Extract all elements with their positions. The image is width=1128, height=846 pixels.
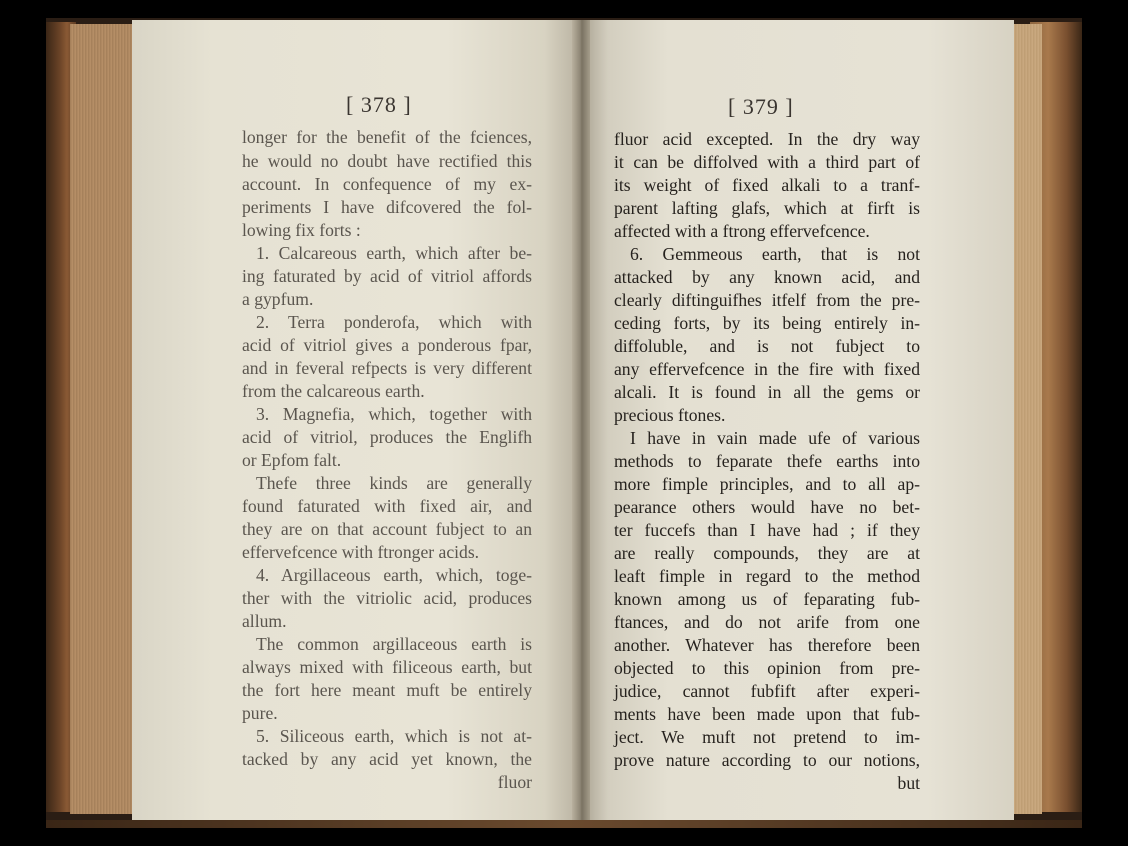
text-line: another. Whatever has therefore been <box>614 635 920 655</box>
text-line: 6. Gemmeous earth, that is not <box>630 244 920 264</box>
page-number-left: [ 378 ] <box>346 92 412 117</box>
text-line: longer for the benefit of the fciences, <box>242 127 532 147</box>
text-line: 4. Argillaceous earth, which, toge- <box>256 565 532 585</box>
text-line: fluor acid excepted. In the dry way <box>614 129 920 149</box>
text-line: ter fuccefs than I have had ; if they <box>614 520 920 540</box>
text-line: ftances, and do not arife from one <box>614 612 920 632</box>
text-line: always mixed with filiceous earth, but <box>242 657 532 677</box>
page-number-right: [ 379 ] <box>728 94 794 119</box>
left-page-block-edge <box>70 24 136 814</box>
text-line: ments have been made upon that fub- <box>614 704 920 724</box>
text-line: the fort here meant muft be entirely <box>242 680 532 700</box>
text-line: attacked by any known acid, and <box>614 267 920 287</box>
text-line: 1. Calcareous earth, which after be- <box>256 243 532 263</box>
text-line: clearly diftinguifhes itfelf from the pre- <box>614 290 920 310</box>
text-line: pearance others would have no bet- <box>614 497 920 517</box>
text-line: or Epfom falt. <box>242 450 342 470</box>
text-line: its weight of fixed alkali to a tranf- <box>614 175 920 195</box>
text-line: leaft fimple in regard to the method <box>614 566 920 586</box>
catchword-left: fluor <box>497 772 532 792</box>
text-line: 5. Siliceous earth, which is not at- <box>256 726 532 746</box>
text-line: tacked by any acid yet known, the <box>242 749 532 769</box>
text-line: The common argillaceous earth is <box>256 634 532 654</box>
text-line: diffoluble, and is not fubject to <box>614 336 920 356</box>
text-line: and in feveral refpects is very different <box>242 358 532 378</box>
text-line: lowing fix forts : <box>242 220 361 240</box>
text-line: account. In confequence of my ex- <box>242 174 532 194</box>
text-line: objected to this opinion from pre- <box>614 658 920 678</box>
text-line: parent lafting glafs, which at firft is <box>614 198 920 218</box>
text-line: it can be diffolved with a third part of <box>614 152 920 172</box>
text-line: a gypfum. <box>242 289 314 309</box>
text-line: periments I have difcovered the fol- <box>242 197 532 217</box>
text-line: 3. Magnefia, which, together with <box>256 404 532 424</box>
text-line: judice, cannot fubfift after experi- <box>614 681 920 701</box>
text-line: I have in vain made ufe of various <box>630 428 920 448</box>
text-line: affected with a ftrong effervefcence. <box>614 221 870 241</box>
right-page-block-edge <box>1012 24 1042 814</box>
text-line: Thefe three kinds are generally <box>256 473 532 493</box>
text-line: alcali. It is found in all the gems or <box>614 382 920 402</box>
bottom-cover-edge <box>46 820 1082 828</box>
text-line: methods to feparate thefe earths into <box>614 451 920 471</box>
text-line: found faturated with fixed air, and <box>242 496 532 516</box>
text-line: known among us of feparating fub- <box>614 589 920 609</box>
text-line: they are on that account fubject to an <box>242 519 532 539</box>
text-line: ther with the vitriolic acid, produces <box>242 588 532 608</box>
text-line: allum. <box>242 611 287 631</box>
right-page <box>582 20 1014 820</box>
text-line: prove nature according to our notions, <box>614 750 920 770</box>
text-line: any effervefcence in the fire with fixed <box>614 359 920 379</box>
text-line: ceding forts, by its being entirely in- <box>614 313 920 333</box>
text-line: he would no doubt have rectified this <box>242 151 532 171</box>
text-line: are really compounds, they are at <box>614 543 920 563</box>
text-line: ing faturated by acid of vitriol affords <box>242 266 532 286</box>
book-gutter <box>572 20 590 820</box>
catchword-right: but <box>897 773 920 793</box>
text-line: effervefcence with ftronger acids. <box>242 542 480 562</box>
text-line: acid of vitriol gives a ponderous fpar, <box>242 335 532 355</box>
text-line: from the calcareous earth. <box>242 381 425 401</box>
text-line: 2. Terra ponderofa, which with <box>256 312 532 332</box>
text-line: acid of vitriol, produces the Englifh <box>242 427 532 447</box>
text-line: more fimple principles, and to all ap- <box>614 474 920 494</box>
text-line: precious ftones. <box>614 405 726 425</box>
text-line: pure. <box>242 703 278 723</box>
left-page <box>132 20 580 820</box>
text-line: ject. We muft not pretend to im- <box>614 727 920 747</box>
